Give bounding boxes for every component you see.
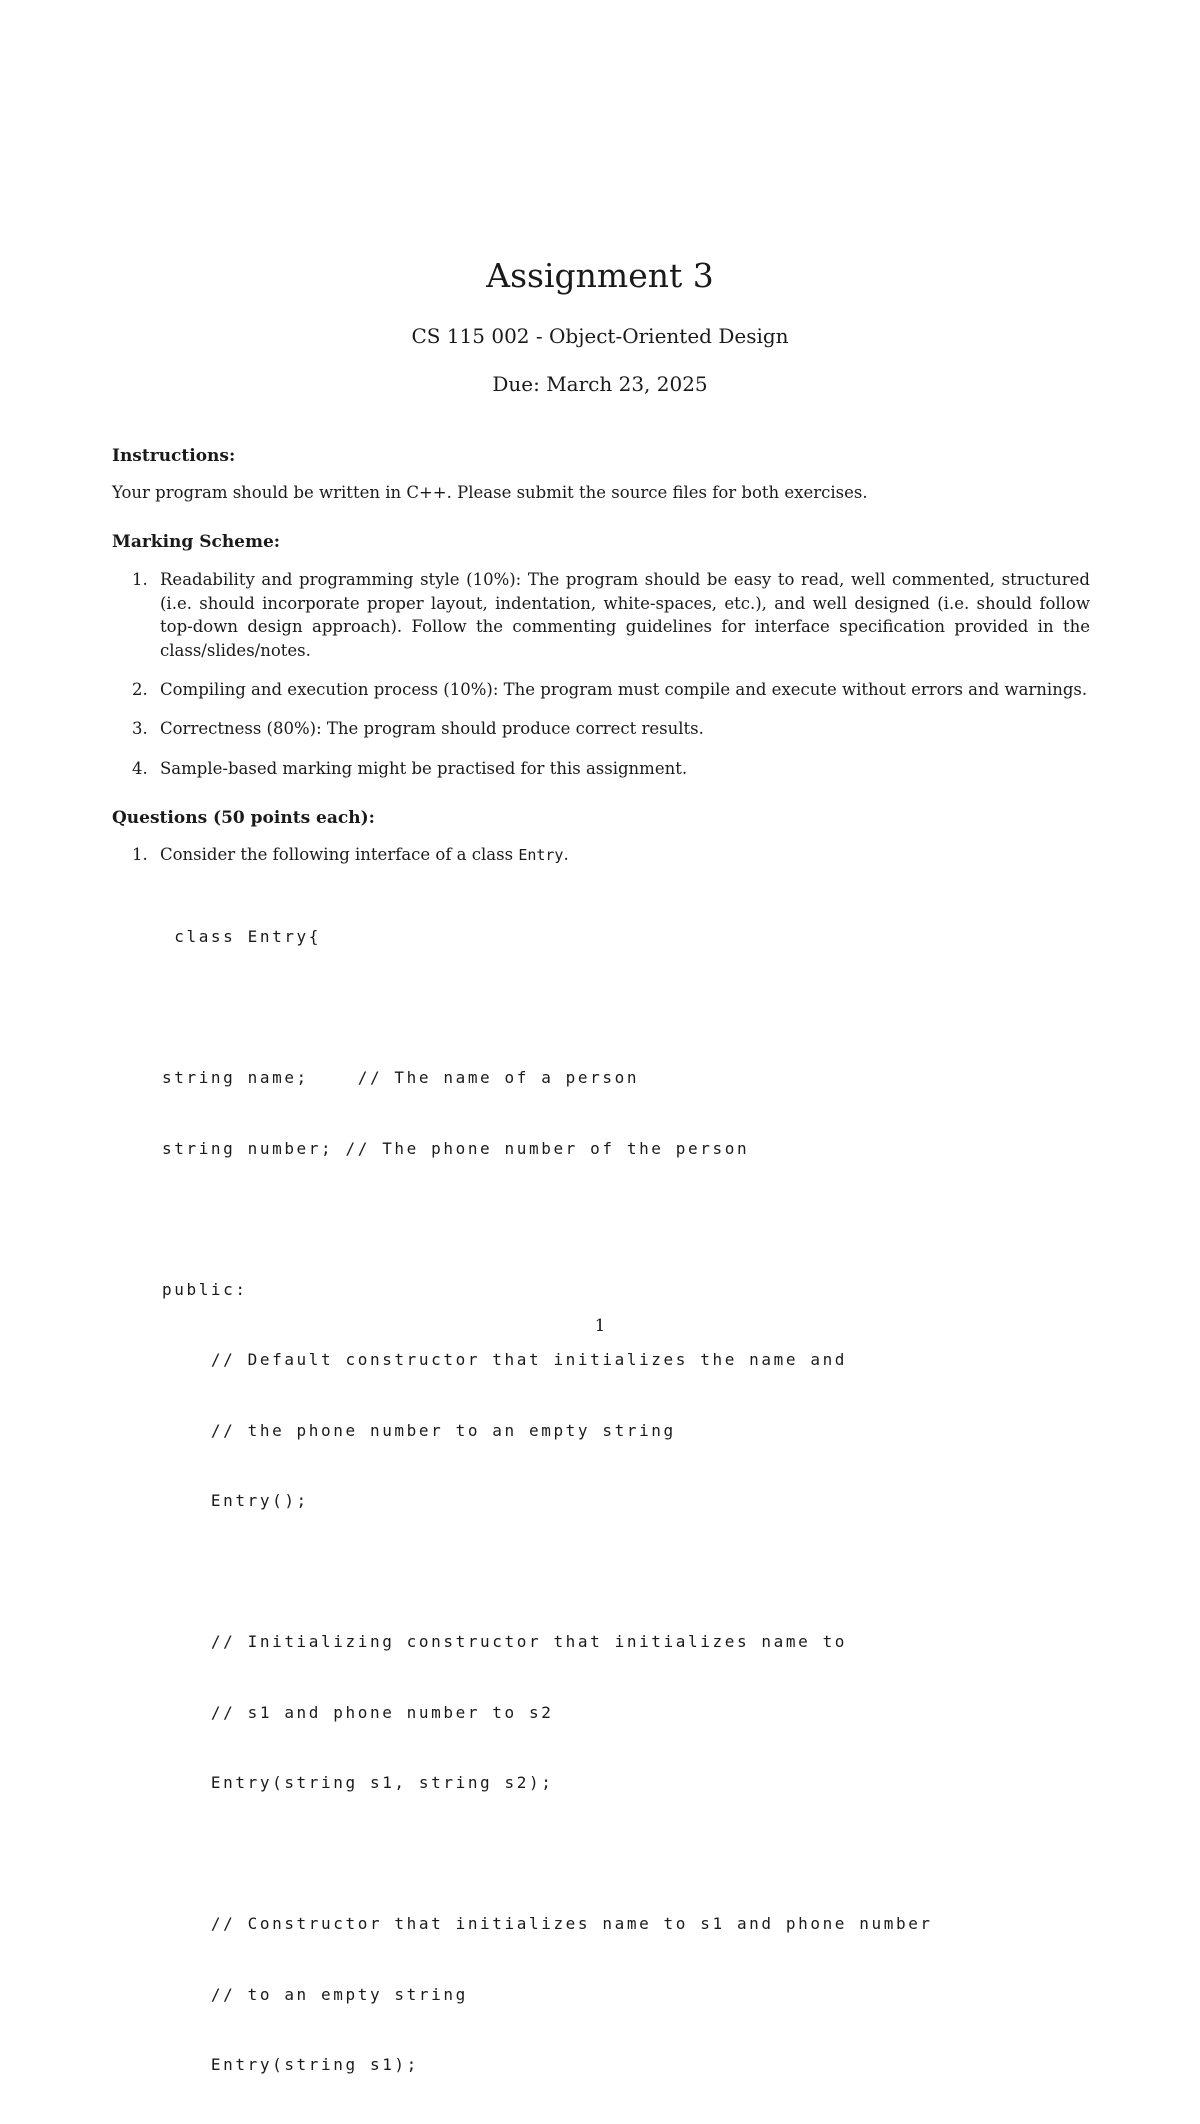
code-line: // Initializing constructor that initializes name to: [162, 1632, 848, 1651]
code-line: Entry();: [162, 1491, 309, 1510]
marking-item: [132, 757, 1090, 781]
code-line: public:: [162, 1279, 248, 1299]
code-line: // to an empty string: [162, 1984, 468, 2004]
marking-item-number: 2.: [132, 680, 148, 699]
code-line: // Constructor that initializes name to s1 and phone number: [162, 1914, 933, 1933]
code-line: // s1 and phone number to s2: [162, 1702, 554, 1722]
code-line: class Entry{: [162, 927, 322, 946]
marking-item-text: Correctness (80%): The program should produce correct results.: [160, 719, 704, 738]
question-number: 1.: [132, 845, 148, 864]
code-line: [162, 1842, 933, 1866]
questions-heading: Questions (50 points each):: [112, 808, 375, 828]
question-item: [132, 843, 1090, 868]
code-block: [162, 878, 933, 2124]
code-line: // Default constructor that initializes the name and: [162, 1350, 848, 1369]
marking-item-number: 1.: [132, 570, 148, 589]
code-line: [162, 996, 933, 1020]
course-name: CS 115 002 - Object-Oriented Design: [411, 324, 789, 348]
class-name-inline: Entry: [518, 846, 564, 864]
code-line: Entry(string s1);: [162, 2055, 419, 2074]
code-line: string name; // The name of a person: [162, 1068, 640, 1087]
page-number: 1: [594, 1316, 606, 1336]
marking-item: [132, 717, 1090, 741]
page-title: Assignment 3: [486, 256, 714, 295]
instructions-heading: Instructions:: [112, 446, 236, 466]
marking-item-text: Compiling and execution process (10%): The program must compile and execute without errors and warnings.: [160, 680, 1088, 699]
question-text: Consider the following interface of a class Entry.: [160, 845, 569, 864]
marking-item-number: 4.: [132, 759, 148, 778]
code-line: Entry(string s1, string s2);: [162, 1773, 554, 1792]
instructions-text: Your program should be written in C++. Please submit the source files for both exercises.: [112, 483, 868, 502]
marking-item-number: 3.: [132, 719, 148, 738]
marking-scheme-heading: Marking Scheme:: [112, 532, 281, 552]
marking-item: [132, 568, 1090, 662]
due-date: Due: March 23, 2025: [492, 372, 708, 396]
code-line: string number; // The phone number of the person: [162, 1138, 750, 1158]
marking-item: [132, 678, 1090, 702]
marking-item-text: Readability and programming style (10%): The program should be easy to read, well commented, structured (i.e. should incorporate proper layout, indentation, white-spaces, etc.), and well designed (i.e. should follow top-down design approach). Follow the commenting guidelines for interface specification provided in the class/slides/notes.: [160, 570, 1090, 660]
code-line: [162, 1207, 933, 1231]
marking-item-text: Sample-based marking might be practised for this assignment.: [160, 759, 688, 778]
code-line: // the phone number to an empty string: [162, 1420, 676, 1440]
code-line: [162, 1560, 933, 1584]
